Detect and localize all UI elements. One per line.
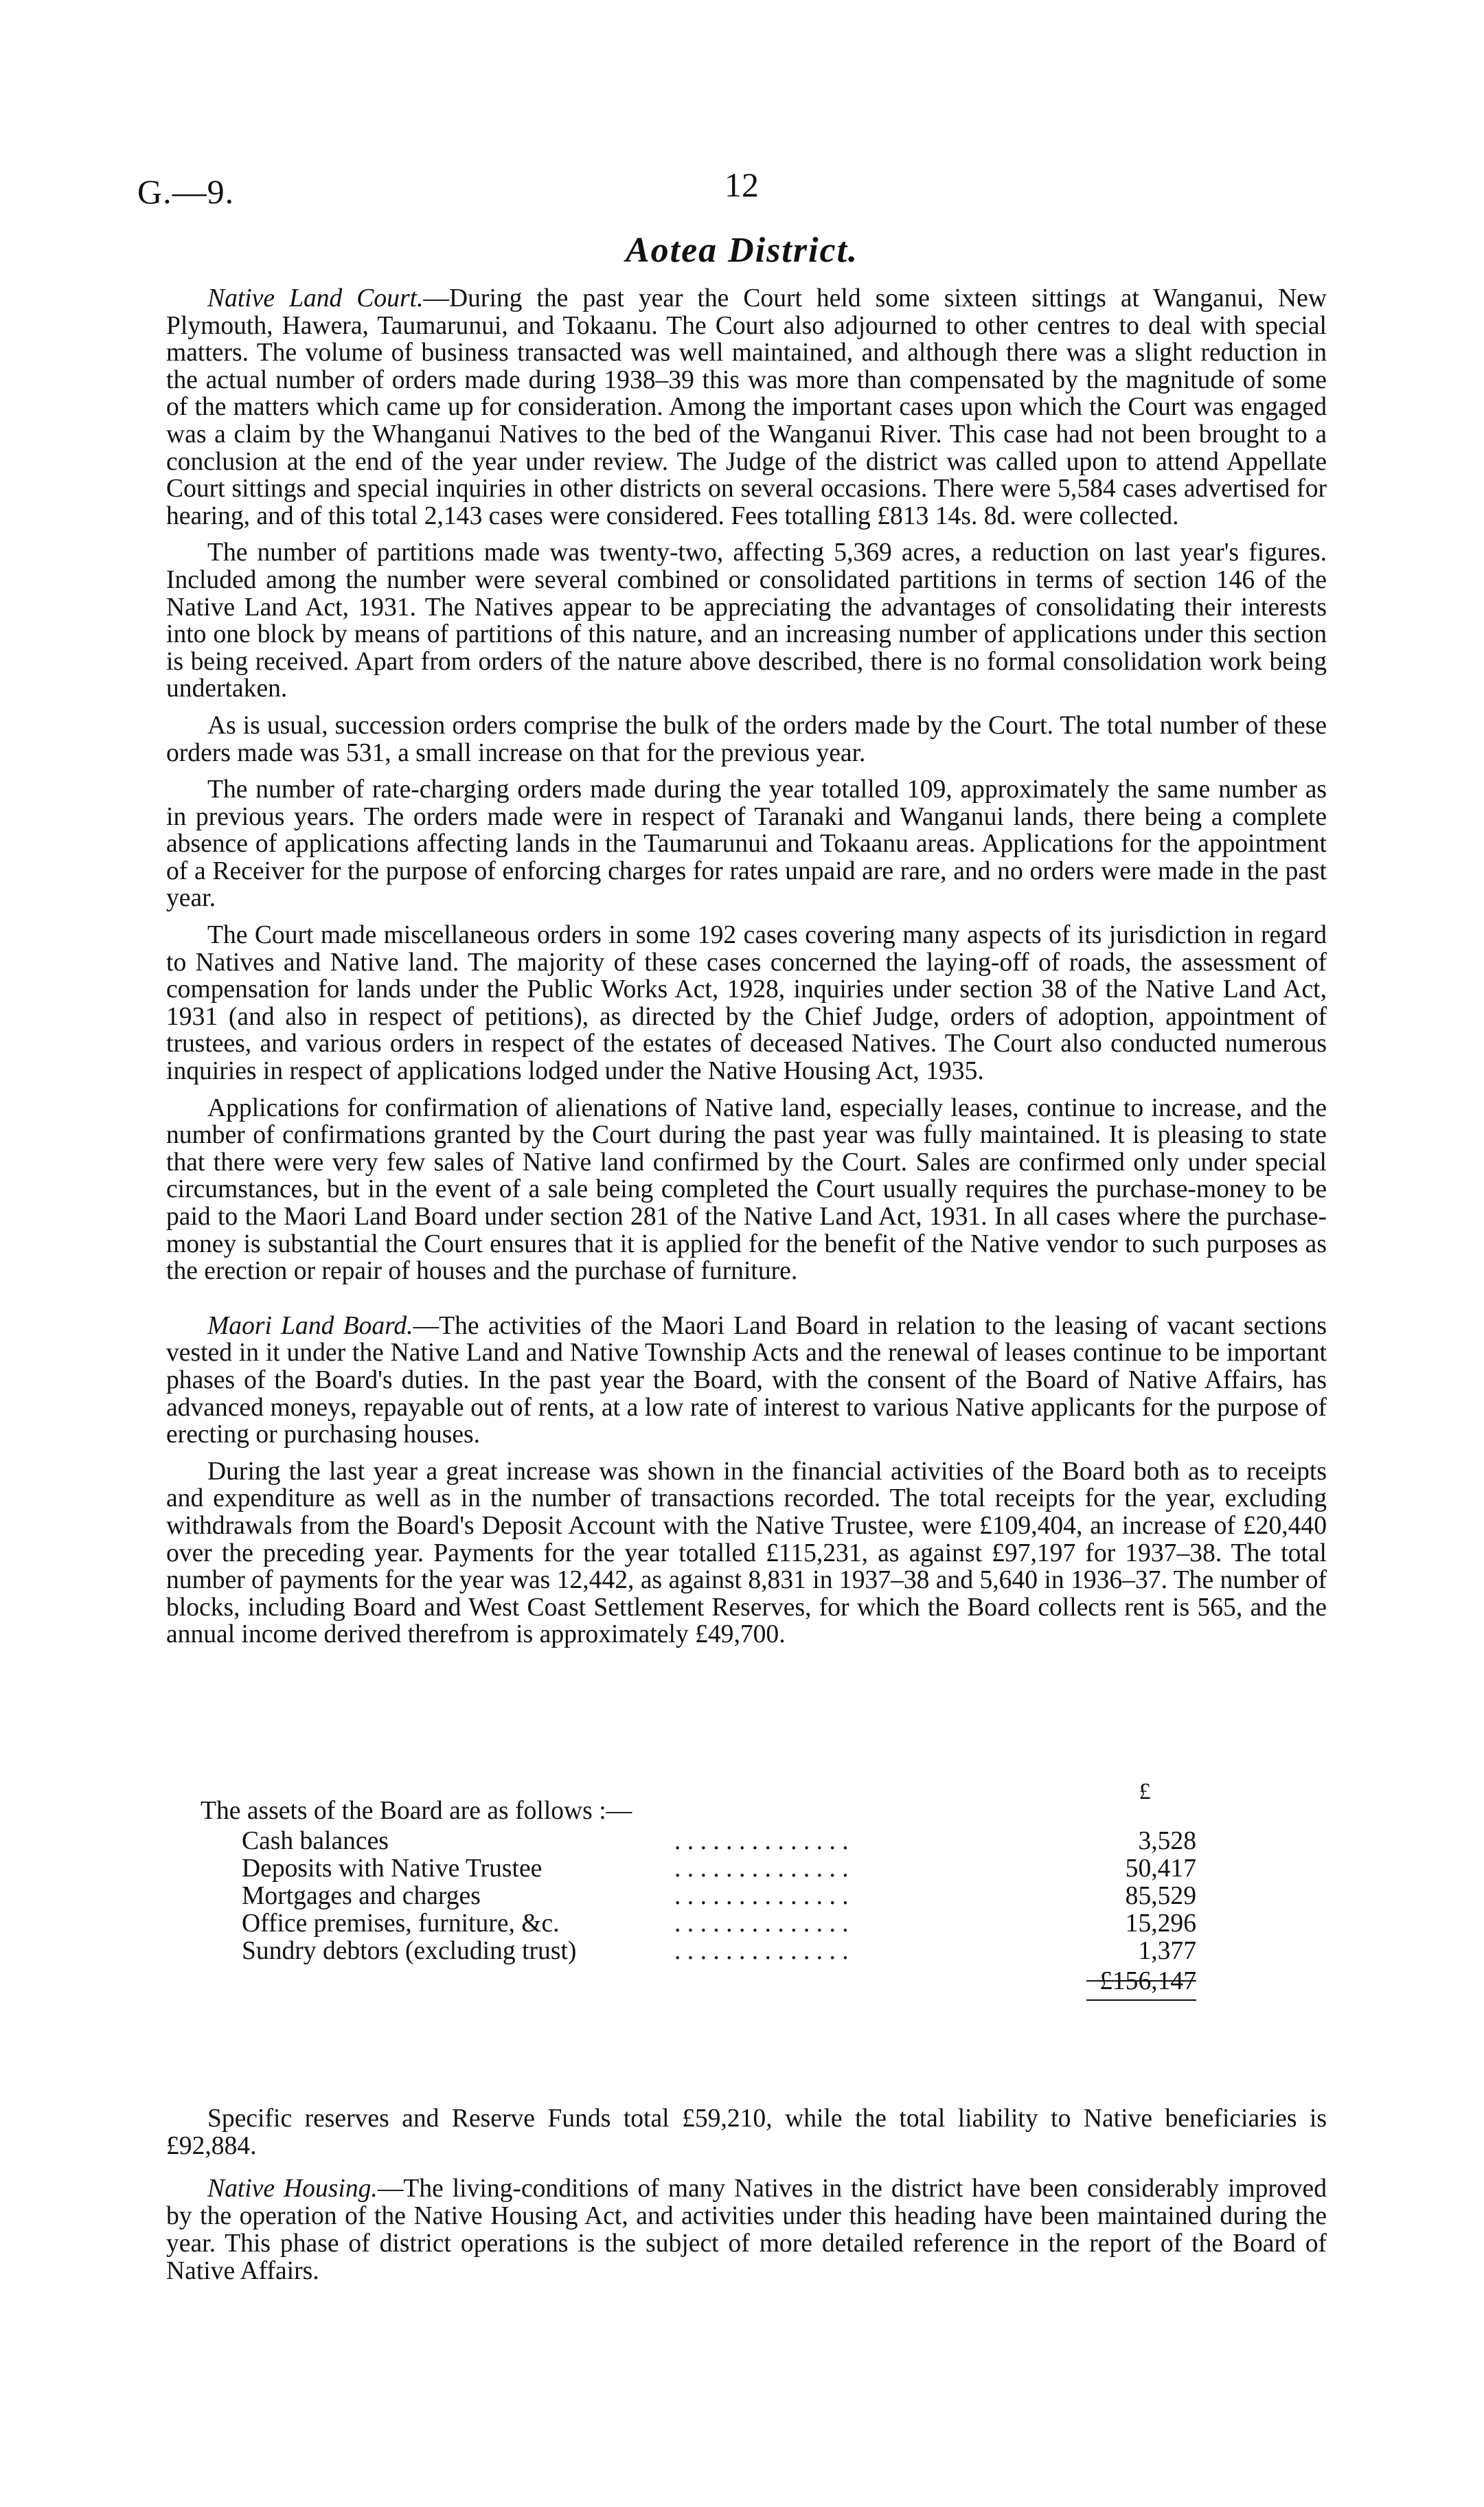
page-number: 12: [724, 166, 759, 204]
paragraph-miscellaneous-orders: [166, 922, 1327, 1085]
assets-intro: The assets of the Board are as follows :—: [201, 1797, 632, 1825]
asset-value: 85,529: [1125, 1882, 1196, 1910]
paragraph-succession-orders: [166, 712, 1327, 767]
page-reference: G.—9.: [137, 172, 235, 211]
paragraph-text: The Court made miscellaneous orders in some 192 cases covering many aspects of its jurisdiction in regard to Natives and Native land. The majority of these cases concerned the laying-off of roads, the assessment of compensation for lands under the Public Works Act, 1928, inquiries under section 38 of the Native Land Act, 1931 (and also in respect of petitions), as directed by the Chief Judge, orders of adoption, appointment of trustees, and various orders in respect of the estates of deceased Natives. The Court also conducted numerous inquiries in respect of applications lodged under the Native Housing Act, 1935.: [166, 921, 1327, 1086]
paragraph-maori-land-board: [166, 1313, 1327, 1449]
paragraph-text: Specific reserves and Reserve Funds total £59,210, while the total liability to Native beneficiaries is £92,884.: [166, 2105, 1327, 2160]
asset-row: [201, 1909, 1196, 1936]
closing-text: [166, 2105, 1327, 2300]
paragraph-rate-charging: [166, 776, 1327, 912]
leader-dots: . . . . . . . . . . . . . .: [674, 1827, 849, 1855]
paragraph-lead: Native Housing.: [207, 2175, 378, 2203]
currency-symbol: £: [1139, 1779, 1151, 1804]
asset-row: [201, 1854, 1196, 1881]
paragraph-confirmations: [166, 1095, 1327, 1285]
asset-value: 50,417: [1125, 1854, 1196, 1883]
paragraph-text: —During the past year the Court held some sixteen sittings at Wanganui, New Plymouth, Hawera, Taumarunui, and Tokaanu. The Court also adjourned to other centres to deal with special matters. The volume of business transacted was well maintained, and although there was a slight reduction in the actual number of orders made during 1938–39 this was more than compensated by the magnitude of some of the matters which came up for consideration. Among the important cases upon which the Court was engaged was a claim by the Whanganui Natives to the bed of the Wanganui River. This case had not been brought to a conclusion at the end of the year under review. The Judge of the district was called upon to attend Appellate Court sittings and special inquiries in other districts on several occasions. There were 5,584 cases advertised for hearing, and of this total 2,143 cases were considered. Fees totalling £813 14s. 8d. were collected.: [166, 284, 1327, 530]
assets-table: [201, 1779, 1196, 1999]
asset-label: Deposits with Native Trustee: [242, 1854, 543, 1883]
leader-dots: . . . . . . . . . . . . . .: [674, 1909, 849, 1938]
leader-dots: . . . . . . . . . . . . . .: [674, 1937, 849, 1965]
paragraph-text: —The living-conditions of many Natives in the district have been considerably improved by the operation of the Native Housing Act, and activities under this heading have been maintained during the year. This phase of district operations is the subject of more detailed reference in the report of the Board of Native Affairs.: [166, 2175, 1327, 2285]
asset-value: 3,528: [1138, 1827, 1196, 1855]
paragraph-native-housing: [166, 2175, 1327, 2285]
paragraph-reserves: [166, 2105, 1327, 2160]
paragraph-lead: Native Land Court.: [207, 284, 424, 313]
total-bottom-rule: [1086, 1999, 1196, 2001]
paragraph-native-land-court: [166, 285, 1327, 530]
asset-value: 1,377: [1138, 1937, 1196, 1965]
paragraph-text: As is usual, succession orders comprise the bulk of the orders made by the Court. The total number of these orders made was 531, a small increase on that for the previous year.: [166, 711, 1327, 767]
asset-value: 15,296: [1125, 1909, 1196, 1938]
asset-label: Cash balances: [242, 1827, 389, 1855]
paragraph-text: Applications for confirmation of alienations of Native land, especially leases, continue to increase, and the number of confirmations granted by the Court during the past year was fully maintained. It is pleasing to state that there were very few sales of Native land confirmed by the Court. Sales are confirmed only under special circumstances, but in the event of a sale being completed the Court usually requires the purchase-money to be paid to the Maori Land Board under section 281 of the Native Land Act, 1931. In all cases where the purchase-money is substantial the Court ensures that it is applied for the benefit of the Native vendor to such purposes as the erection or repair of houses and the purchase of furniture.: [166, 1093, 1327, 1286]
asset-label: Mortgages and charges: [242, 1882, 481, 1910]
asset-row: [201, 1881, 1196, 1909]
leader-dots: . . . . . . . . . . . . . .: [674, 1882, 849, 1910]
paragraph-text: —The activities of the Maori Land Board in relation to the leasing of vacant sections vested in it under the Native Land and Native Township Acts and the renewal of leases continue to be important phases of the Board's duties. In the past year the Board, with the consent of the Board of Native Affairs, has advanced moneys, repayable out of rents, at a low rate of interest to various Native applicants for the purpose of erecting or purchasing houses.: [166, 1311, 1327, 1449]
paragraph-financial-activities: [166, 1458, 1327, 1648]
paragraph-lead: Maori Land Board.: [207, 1311, 413, 1340]
asset-label: Office premises, furniture, &c.: [242, 1909, 560, 1938]
paragraph-text: During the last year a great increase was shown in the financial activities of the Board both as to receipts and expenditure as well as in the number of transactions recorded. The total receipts for the year, excluding withdrawals from the Board's Deposit Account with the Native Trustee, were £109,404, an increase of £20,440 over the preceding year. Payments for the year totalled £115,231, as against £97,197 for 1937–38. The total number of payments for the year was 12,442, as against 8,831 in 1937–38 and 5,640 in 1936–37. The number of blocks, including Board and West Coast Settlement Reserves, for which the Board collects rent is 565, and the annual income derived therefrom is approximately £49,700.: [166, 1457, 1327, 1649]
asset-row: [201, 1936, 1196, 1964]
section-title: Aotea District.: [625, 231, 859, 270]
leader-dots: . . . . . . . . . . . . . .: [674, 1854, 849, 1883]
assets-total: £156,147: [1099, 1967, 1196, 1995]
body-text: [166, 285, 1327, 1658]
asset-label: Sundry debtors (excluding trust): [242, 1937, 577, 1965]
paragraph-text: The number of rate-charging orders made during the year totalled 109, approximately the same number as in previous years. The orders made were in respect of Taranaki and Wanganui lands, there being a complete absence of applications affecting lands in the Taumarunui and Tokaanu areas. Applications for the appointment of a Receiver for the purpose of enforcing charges for rates unpaid are rare, and no orders were made in the past year.: [166, 775, 1327, 913]
paragraph-partitions: [166, 539, 1327, 703]
asset-row: [201, 1826, 1196, 1854]
total-row: [201, 1964, 1196, 1999]
paragraph-text: The number of partitions made was twenty-two, affecting 5,369 acres, a reduction on last year's figures. Included among the number were several combined or consolidated partitions in terms of section 146 of the Native Land Act, 1931. The Natives appear to be appreciating the advantages of consolidating their interests into one block by means of partitions of this nature, and an increasing number of applications under this section is being received. Apart from orders of the nature above described, there is no formal consolidation work being undertaken.: [166, 538, 1327, 703]
